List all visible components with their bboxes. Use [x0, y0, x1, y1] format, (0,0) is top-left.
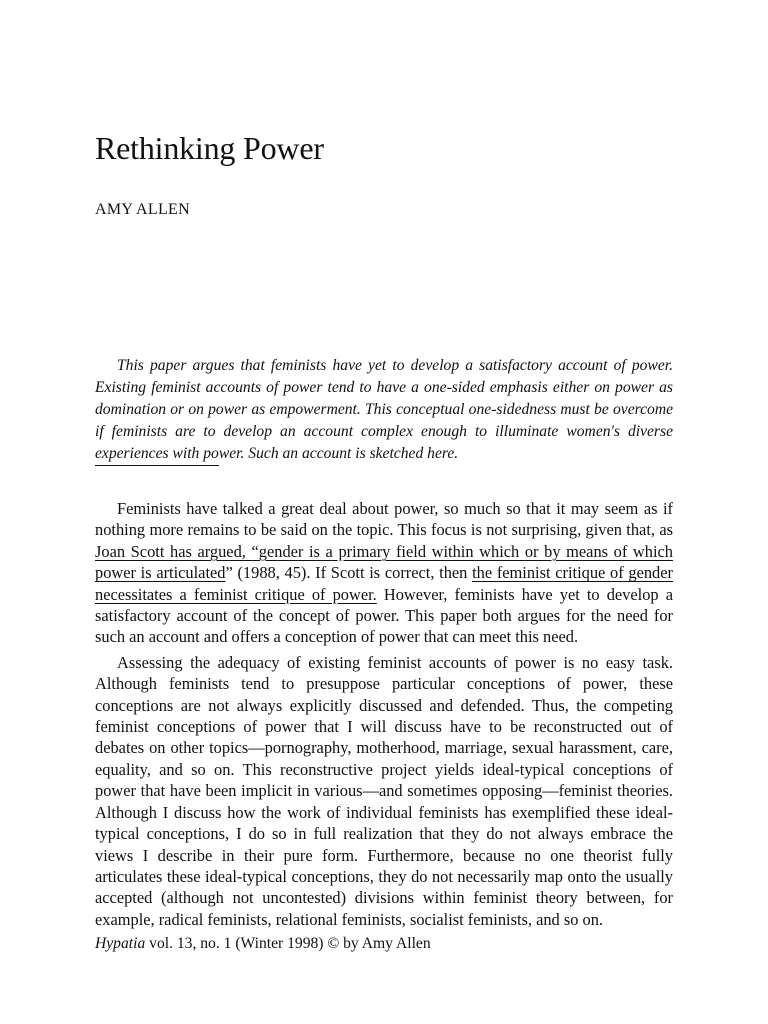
paragraph-1: [95, 498, 673, 648]
paragraph-1-rest: However, feminists have yet to develop a satisfactory account of the concept of power. This paper both argues for the need for such an account and offers a conception of power that can meet this need.: [95, 584, 673, 647]
underlined-claim: the feminist critique of gender necessitates a feminist critique of power.: [95, 563, 673, 604]
paragraph-1-citation: ” (1988, 45). If Scott is correct, then: [225, 563, 473, 583]
paragraph-1-text: Feminists have talked a great deal about power, so much so that it may seem as if nothing more remains to be said on the topic. This focus is not surprising, given that, as: [95, 499, 673, 540]
underlined-quote: Joan Scott has argued, “gender is a primary field within which or by means of which power is articulated: [95, 541, 673, 583]
journal-footer: [95, 934, 431, 954]
body-text: [95, 498, 673, 934]
journal-name: Hypatia: [95, 935, 146, 952]
abstract: This paper argues that feminists have yet to develop a satisfactory account of power. Existing feminist accounts of power tend to have a one-sided emphasis either on power as domination or on power as empowerment. This conceptual one-sidedness must be overcome if feminists are to develop an account complex enough to illuminate women's diverse experiences with power. Such an account is sketched here.: [95, 357, 673, 462]
journal-citation: vol. 13, no. 1 (Winter 1998) © by Amy Allen: [145, 935, 431, 952]
section-divider: [95, 465, 219, 466]
paragraph-2: Assessing the adequacy of existing feminist accounts of power is no easy task. Although feminists tend to presuppose particular conceptions of power, these conceptions are not always explicitly discussed and defended. Thus, the competing feminist conceptions of power that I will discuss have to be reconstructed out of debates on other topics—pornography, motherhood, marriage, sexual harassment, care, equality, and so on. This reconstructive project yields ideal-typical conceptions of power that have been implicit in various—and sometimes opposing—feminist theories. Although I discuss how the work of individual feminists has exemplified these ideal-typical conceptions, I do so in full realization that they do not always embrace the views I describe in their pure form. Furthermore, because no one theorist fully articulates these ideal-typical conceptions, they do not necessarily map onto the usually accepted (although not uncontested) divisions within feminist theory between, for example, radical feminists, relational feminists, socialist feminists, and so on.: [95, 652, 673, 929]
author-name: AMY ALLEN: [95, 201, 190, 218]
page-title: Rethinking Power: [95, 130, 324, 166]
